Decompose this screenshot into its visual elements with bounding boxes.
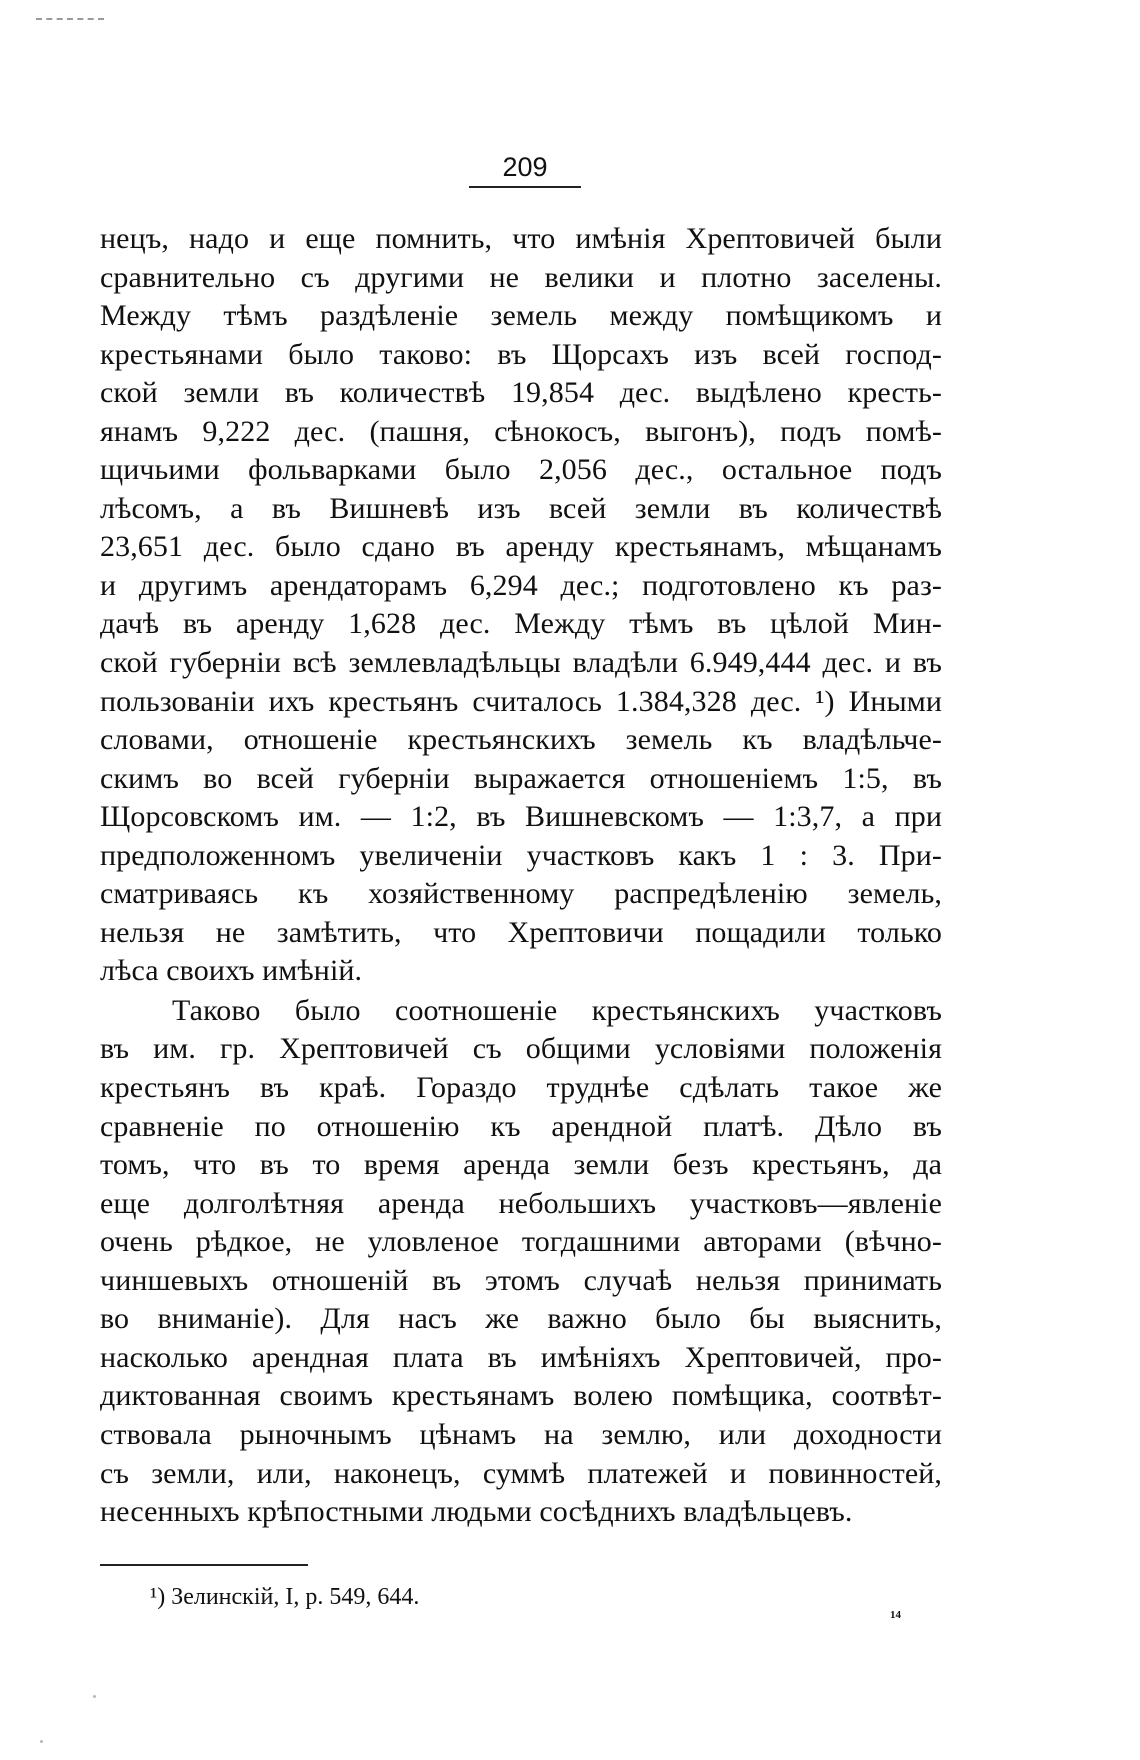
text-line: очень рѣдкое, не уловленое тогдашними авторами (вѣчно- <box>100 1225 942 1259</box>
text-line: щичьими фольварками было 2,056 дес., остальное подъ <box>100 453 942 487</box>
body-text <box>100 220 942 1532</box>
text-line: сматриваясь къ хозяйственному распредѣленію земель, <box>100 877 942 911</box>
text-line: лѣса своихъ имѣній. <box>100 954 363 988</box>
text-line: Между тѣмъ раздѣленіе земель между помѣщикомъ и <box>100 299 942 333</box>
text-line: янамъ 9,222 дес. (пашня, сѣнокосъ, выгонъ), подъ помѣ- <box>100 414 942 448</box>
text-line: чиншевыхъ отношеній въ этомъ случаѣ нельзя принимать <box>100 1263 942 1297</box>
text-line: дачѣ въ аренду 1,628 дес. Между тѣмъ въ цѣлой Мин- <box>100 607 942 641</box>
text-line: сравнительно съ другими не велики и плотно заселены. <box>100 260 942 294</box>
text-line: скимъ во всей губерніи выражается отношеніемъ 1:5, въ <box>100 761 942 795</box>
text-line: томъ, что въ то время аренда земли безъ крестьянъ, да <box>100 1148 942 1182</box>
page-number-underline <box>469 186 581 188</box>
text-line: несенныхъ крѣпостными людьми сосѣднихъ владѣльцевъ. <box>100 1495 853 1529</box>
text-line: нецъ, надо и еще помнить, что имѣнія Хрептовичей были <box>100 222 942 255</box>
text-line: словами, отношеніе крестьянскихъ земель къ владѣльче- <box>100 723 942 757</box>
paragraph-2 <box>100 992 942 1532</box>
text-line: лѣсомъ, а въ Вишневѣ изъ всей земли въ количествѣ <box>100 491 942 525</box>
text-line: насколько арендная плата въ имѣніяхъ Хрептовичей, про- <box>100 1340 942 1374</box>
text-line: Щорсовскомъ им. — 1:2, въ Вишневскомъ — 1:3,7, а при <box>100 800 942 834</box>
text-line: ской губерніи всѣ землевладѣльцы владѣли 6.949,444 дес. и въ <box>100 646 942 680</box>
text-line: диктованная своимъ крестьянамъ волею помѣщика, соотвѣт- <box>100 1379 942 1413</box>
scan-edge-mark <box>36 18 104 20</box>
text-line: предположенномъ увеличеніи участковъ какъ 1 : 3. При- <box>100 838 942 872</box>
text-line: пользованіи ихъ крестьянъ считалось 1.384,328 дес. ¹) Иными <box>100 684 942 718</box>
text-line: во вниманіе). Для насъ же важно было бы выяснить, <box>100 1302 942 1336</box>
text-line: и другимъ арендаторамъ 6,294 дес.; подготовлено къ раз- <box>100 568 942 602</box>
paragraph-1 <box>100 220 942 991</box>
text-line: Таково было соотношеніе крестьянскихъ участковъ <box>172 993 942 1027</box>
text-line: крестьянъ въ краѣ. Гораздо труднѣе сдѣлать такое же <box>100 1071 942 1105</box>
scan-speck <box>40 1740 43 1743</box>
footnote-separator <box>100 1564 308 1566</box>
page-number: 209 <box>502 152 548 182</box>
text-line: 23,651 дес. было сдано въ аренду крестьянамъ, мѣщанамъ <box>100 530 942 564</box>
scan-speck <box>93 1695 96 1698</box>
text-line: съ земли, или, наконецъ, суммѣ платежей и повинностей, <box>100 1456 942 1490</box>
text-line: ской земли въ количествѣ 19,854 дес. выдѣлено кресть- <box>100 376 942 410</box>
footnote: ¹) Зелинскій, I, p. 549, 644. <box>150 1584 420 1610</box>
printer-signature-mark: 14 <box>890 1609 901 1621</box>
text-line: еще долголѣтняя аренда небольшихъ участковъ—явленіе <box>100 1186 942 1220</box>
text-line: въ им. гр. Хрептовичей съ общими условіями положенія <box>100 1032 942 1066</box>
text-line: крестьянами было таково: въ Щорсахъ изъ всей господ- <box>100 337 942 371</box>
text-line: сравненіе по отношенію къ арендной платѣ. Дѣло въ <box>100 1109 942 1143</box>
text-line: нельзя не замѣтить, что Хрептовичи пощадили только <box>100 915 942 949</box>
text-line: ствовала рыночнымъ цѣнамъ на землю, или доходности <box>100 1417 942 1451</box>
